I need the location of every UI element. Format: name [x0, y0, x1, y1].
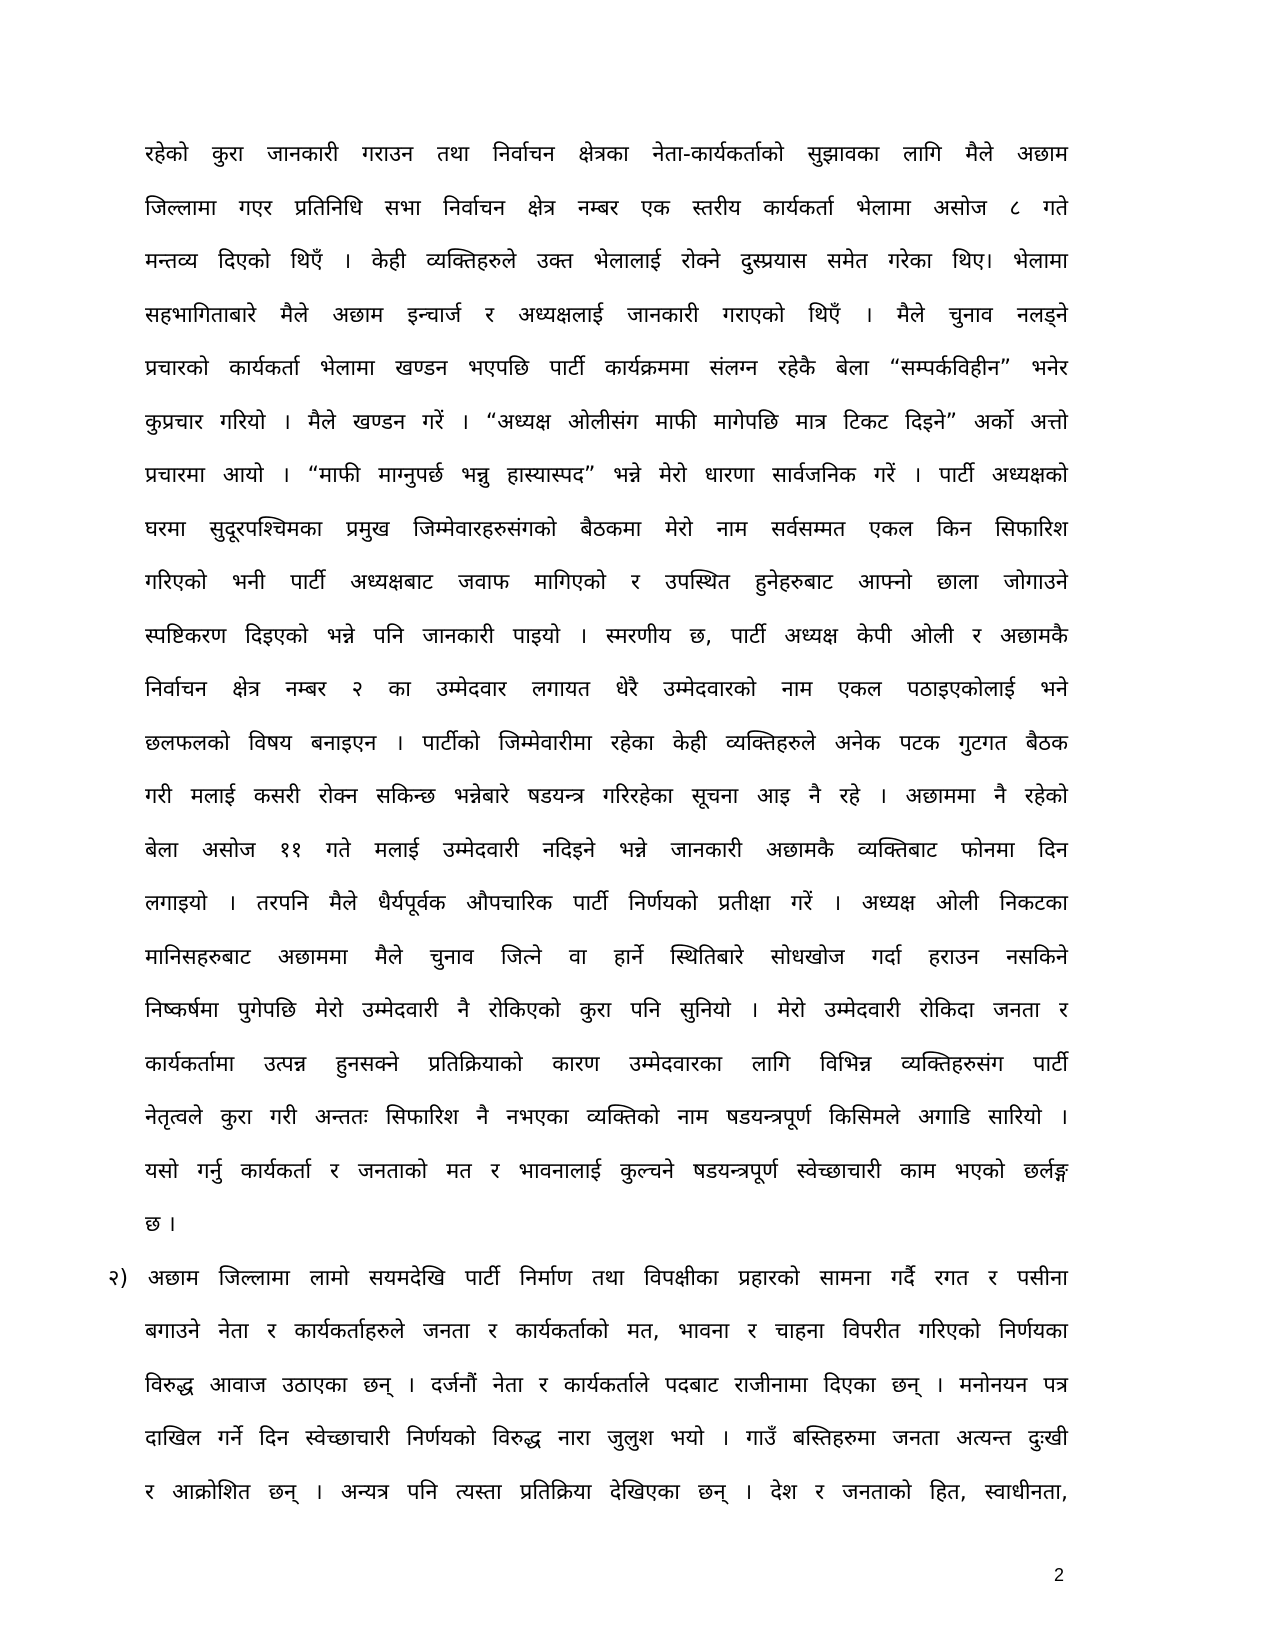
text-line: घरमा सुदूरपश्चिमका प्रमुख जिम्मेवारहरुसंगको बैठकमा मेरो नाम सर्वसम्मत एकल किन सिफारिश	[145, 516, 1068, 542]
text-line: २) अछाम जिल्लामा लामो सयमदेखि पार्टी निर्माण तथा विपक्षीका प्रहारको सामना गर्दै रगत र पसीना	[108, 1265, 1068, 1291]
text-line: गरी मलाई कसरी रोक्न सकिन्छ भन्नेबारे षडयन्त्र गरिरहेका सूचना आइ नै रहे । अछाममा नै रहेको	[145, 784, 1068, 809]
text-line: कार्यकर्तामा उत्पन्न हुनसक्ने प्रतिक्रियाको कारण उम्मेदवारका लागि विभिन्न व्यक्तिहरुसंग पार्टी	[145, 1051, 1068, 1077]
text-line: मानिसहरुबाट अछाममा मैले चुनाव जित्ने वा हार्ने स्थितिबारे सोधखोज गर्दा हराउन नसकिने	[145, 944, 1068, 970]
text-line: बेला असोज ११ गते मलाई उम्मेदवारी नदिइने भन्ने जानकारी अछामकै व्यक्तिबाट फोनमा दिन	[145, 837, 1068, 863]
text-line: गरिएको भनी पार्टी अध्यक्षबाट जवाफ मागिएको र उपस्थित हुनेहरुबाट आफ्नो छाला जोगाउने	[145, 570, 1068, 595]
text-line: जिल्लामा गएर प्रतिनिधि सभा निर्वाचन क्षेत्र नम्बर एक स्तरीय कार्यकर्ता भेलामा असोज ८ गते	[145, 195, 1068, 221]
text-line: यसो गर्नु कार्यकर्ता र जनताको मत र भावनालाई कुल्चने षडयन्त्रपूर्ण स्वेच्छाचारी काम भएको छर्लङ्ग	[145, 1158, 1068, 1184]
text-line: स्पष्टिकरण दिइएको भन्ने पनि जानकारी पाइयो । स्मरणीय छ, पार्टी अध्यक्ष केपी ओली र अछामकै	[145, 623, 1068, 649]
text-line: रहेको कुरा जानकारी गराउन तथा निर्वाचन क्षेत्रका नेता-कार्यकर्ताको सुझावका लागि मैले अछाम	[145, 142, 1068, 167]
text-line: प्रचारको कार्यकर्ता भेलामा खण्डन भएपछि पार्टी कार्यक्रममा संलग्न रहेकै बेला “सम्पर्कविहीन” भनेर	[145, 356, 1068, 381]
text-line: नेतृत्वले कुरा गरी अन्ततः सिफारिश नै नभएका व्यक्तिको नाम षडयन्त्रपूर्ण किसिमले अगाडि सारियो ।	[145, 1105, 1068, 1130]
text-line: छलफलको विषय बनाइएन । पार्टीको जिम्मेवारीमा रहेका केही व्यक्तिहरुले अनेक पटक गुटगत बैठक	[145, 730, 1068, 756]
text-line: निर्वाचन क्षेत्र नम्बर २ का उम्मेदवार लगायत धेरै उम्मेदवारको नाम एकल पठाइएकोलाई भने	[145, 677, 1068, 702]
text-line: मन्तव्य दिएको थिएँ । केही व्यक्तिहरुले उक्त भेलालाई रोक्ने दुस्प्रयास समेत गरेका थिए। भेलामा	[145, 249, 1068, 274]
document-body	[108, 136, 1068, 1527]
text-line: दाखिल गर्ने दिन स्वेच्छाचारी निर्णयको विरुद्ध नारा जुलुश भयो । गाउँ बस्तिहरुमा जनता अत्यन्त दुःखी	[145, 1426, 1068, 1451]
paragraph-1	[145, 136, 1068, 1260]
text-line: लगाइयो । तरपनि मैले धैर्यपूर्वक औपचारिक पार्टी निर्णयको प्रतीक्षा गरें । अध्यक्ष ओली निकटका	[145, 891, 1068, 916]
text-line: प्रचारमा आयो । “माफी माग्नुपर्छ भन्नु हास्यास्पद” भन्ने मेरो धारणा सार्वजनिक गरें । पार्टी अध्यक्षको	[145, 463, 1068, 488]
paragraph-2	[108, 1260, 1068, 1528]
text-line: र आक्रोशित छन् । अन्यत्र पनि त्यस्ता प्रतिक्रिया देखिएका छन् । देश र जनताको हित, स्वाधीनता,	[145, 1479, 1068, 1505]
text-line: निष्कर्षमा पुगेपछि मेरो उम्मेदवारी नै रोकिएको कुरा पनि सुनियो । मेरो उम्मेदवारी रोकिदा जनता र	[145, 998, 1068, 1023]
text-line: बगाउने नेता र कार्यकर्ताहरुले जनता र कार्यकर्ताको मत, भावना र चाहना विपरीत गरिएको निर्णयका	[145, 1319, 1068, 1344]
text-line: कुप्रचार गरियो । मैले खण्डन गरें । “अध्यक्ष ओलीसंग माफी मागेपछि मात्र टिकट दिइने” अर्को अत्तो	[145, 409, 1068, 435]
text-line: विरुद्ध आवाज उठाएका छन् । दर्जनौं नेता र कार्यकर्ताले पदबाट राजीनामा दिएका छन् । मनोनयन पत्र	[145, 1372, 1068, 1398]
text-line: सहभागिताबारे मैले अछाम इन्चार्ज र अध्यक्षलाई जानकारी गराएको थिएँ । मैले चुनाव नलड्ने	[145, 302, 1068, 328]
text-line: छ ।	[145, 1212, 176, 1237]
page-number: 2	[1054, 1565, 1065, 1585]
